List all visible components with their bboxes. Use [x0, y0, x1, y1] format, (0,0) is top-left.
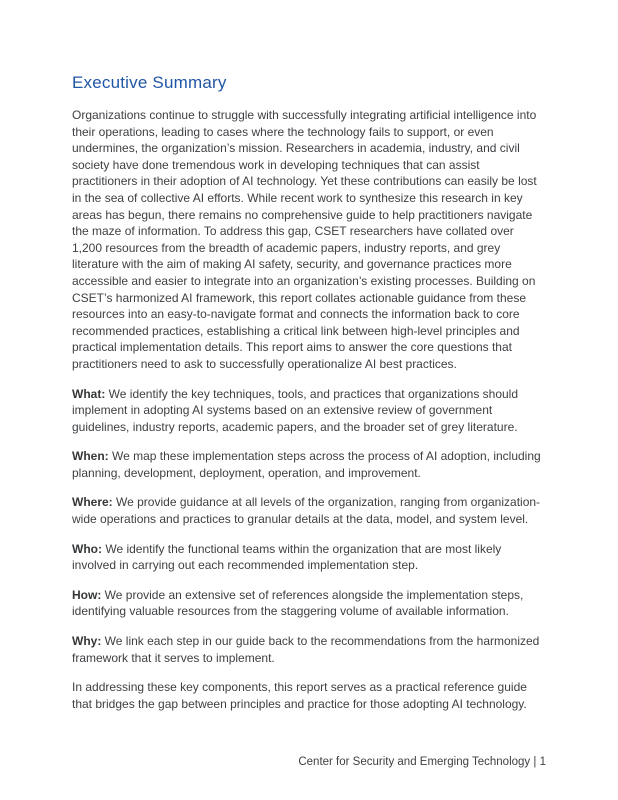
qa-item-what	[72, 386, 546, 436]
page-title: Executive Summary	[72, 73, 227, 92]
page-body	[72, 107, 546, 712]
qa-label-how: How:	[72, 587, 102, 602]
qa-text-who: We identify the functional teams within the organization that are most likely involved in carrying out each recommended implementation step.	[72, 541, 502, 573]
qa-item-where	[72, 494, 546, 527]
qa-text-where: We provide guidance at all levels of the organization, ranging from organization-wide operations and practices to granular details at the data, model, and system level.	[72, 495, 541, 527]
qa-text-when: We map these implementation steps across the process of AI adoption, including planning, development, deployment, operation, and improvement.	[72, 449, 541, 480]
qa-text-how: We provide an extensive set of references alongside the implementation steps, identifying valuable resources from the staggering volume of available information.	[72, 587, 524, 619]
footer-page-number: 1	[539, 756, 546, 768]
qa-text-what: We identify the key techniques, tools, and practices that organizations should implement in adopting AI systems based on an extensive review of government guidelines, industry reports, academic papers, and the broader set of grey literature.	[72, 386, 519, 434]
qa-label-what: What:	[72, 386, 106, 401]
qa-item-why	[72, 633, 546, 666]
qa-label-where: Where:	[72, 495, 113, 510]
page-footer	[298, 756, 546, 768]
qa-text-why: We link each step in our guide back to the recommendations from the harmonized framework that it serves to implement.	[72, 634, 540, 665]
footer-org-name: Center for Security and Emerging Technology	[298, 756, 531, 768]
footer-separator: |	[533, 756, 537, 768]
qa-label-who: Who:	[72, 541, 102, 556]
qa-item-who	[72, 541, 546, 574]
qa-item-when	[72, 448, 546, 481]
intro-paragraph: Organizations continue to struggle with successfully integrating artificial intelligence into their operations, leading to cases where the technology fails to support, or even undermines, the organization’s mission. Researchers in academia, industry, and civil society have done tremendous work in developing techniques that can assist practitioners in their adoption of AI technology. Yet these contributions can easily be lost in the sea of collective AI efforts. While recent work to synthesize this research in key areas has begun, there remains no comprehensive guide to help practitioners navigate the maze of information. To address this gap, CSET researchers have collated over 1,200 resources from the breadth of academic papers, industry reports, and grey literature with the aim of making AI safety, security, and governance practices more accessible and easier to integrate into an organization’s existing processes. Building on CSET’s harmonized AI framework, this report collates actionable guidance from these resources into an easy-to-navigate format and connects the information back to core recommended practices, establishing a critical link between high-level principles and practical implementation details. This report aims to answer the core questions that practitioners need to ask to successfully operationalize AI best practices.	[72, 108, 537, 371]
closing-paragraph: In addressing these key components, this report serves as a practical reference guide that bridges the gap between principles and practice for those adopting AI technology.	[72, 680, 527, 711]
qa-label-when: When:	[72, 449, 109, 464]
qa-label-why: Why:	[72, 634, 102, 649]
qa-item-how	[72, 587, 546, 620]
